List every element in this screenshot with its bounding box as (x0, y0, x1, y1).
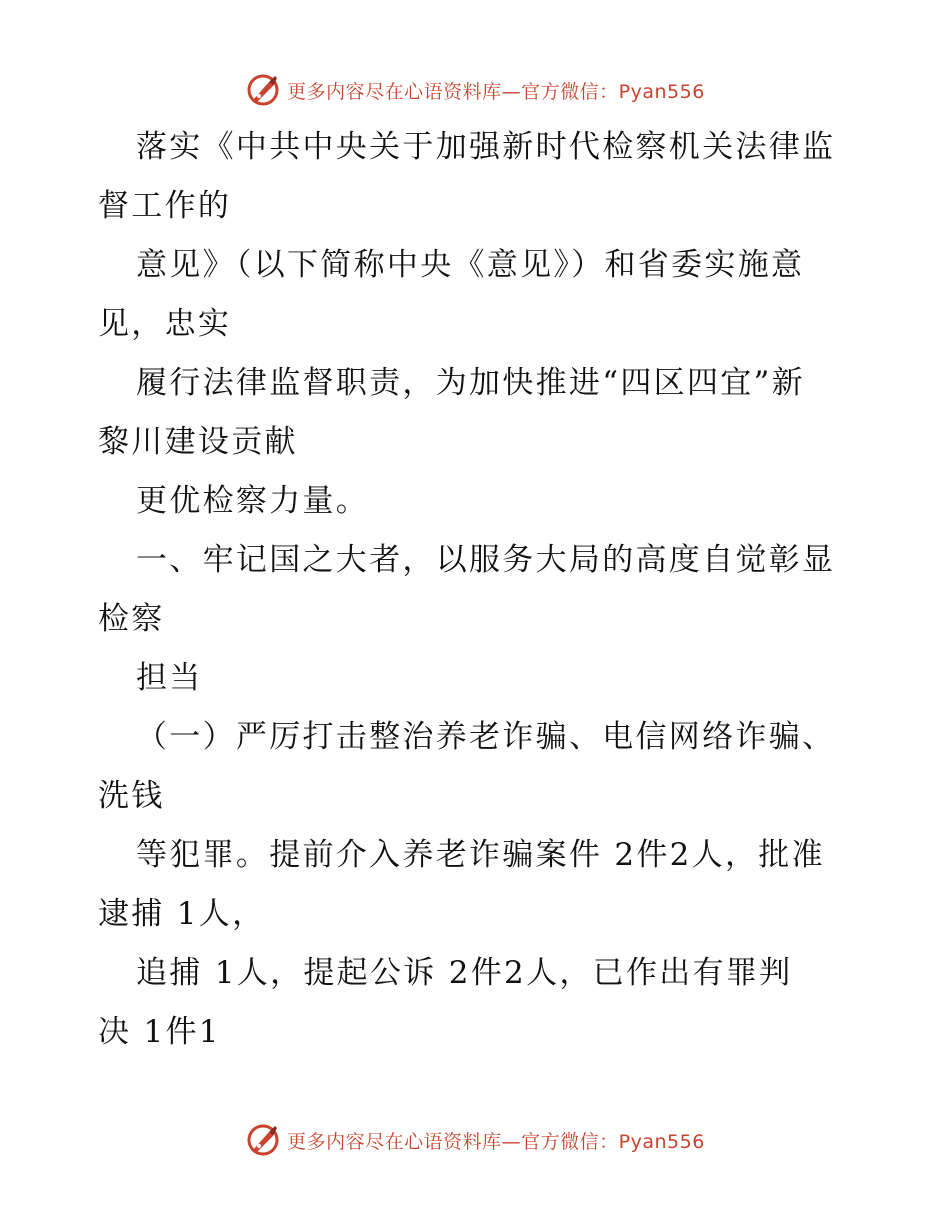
subsection-heading-line: （一）严厉打击整治养老诈骗、电信网络诈骗、 (136, 719, 836, 755)
section-heading-line: 检察 (98, 601, 165, 637)
text-line: 督工作的 (98, 188, 232, 224)
pen-nib-logo-icon (245, 72, 281, 108)
footer-watermark (0, 1120, 950, 1160)
text-line: 追捕 1人，提起公诉 2件2人，已作出有罪判 (136, 955, 793, 991)
subsection-heading-line: 洗钱 (98, 778, 165, 814)
text-line: 更优检察力量。 (136, 483, 370, 519)
document-body (98, 118, 858, 1062)
text-line: 等犯罪。提前介入养老诈骗案件 2件2人，批准 (136, 837, 825, 873)
text-line: 决 1件1 (98, 1014, 221, 1050)
text-line: 见，忠实 (98, 306, 232, 342)
text-line: 落实《中共中央关于加强新时代检察机关法律监 (136, 129, 836, 165)
text-line: 黎川建设贡献 (98, 424, 298, 460)
section-heading-line: 一、牢记国之大者，以服务大局的高度自觉彰显 (136, 542, 836, 578)
pen-nib-logo-icon (245, 1122, 281, 1158)
watermark-text: 更多内容尽在心语资料库—官方微信：Pyan556 (287, 1130, 705, 1153)
text-line: 履行法律监督职责，为加快推进“四区四宜”新 (136, 365, 805, 401)
text-line: 意见》（以下简称中央《意见》）和省委实施意 (136, 247, 805, 283)
header-watermark (0, 70, 950, 110)
section-heading-line: 担当 (136, 660, 203, 696)
watermark-text: 更多内容尽在心语资料库—官方微信：Pyan556 (287, 80, 705, 103)
text-line: 逮捕 1人， (98, 896, 266, 932)
